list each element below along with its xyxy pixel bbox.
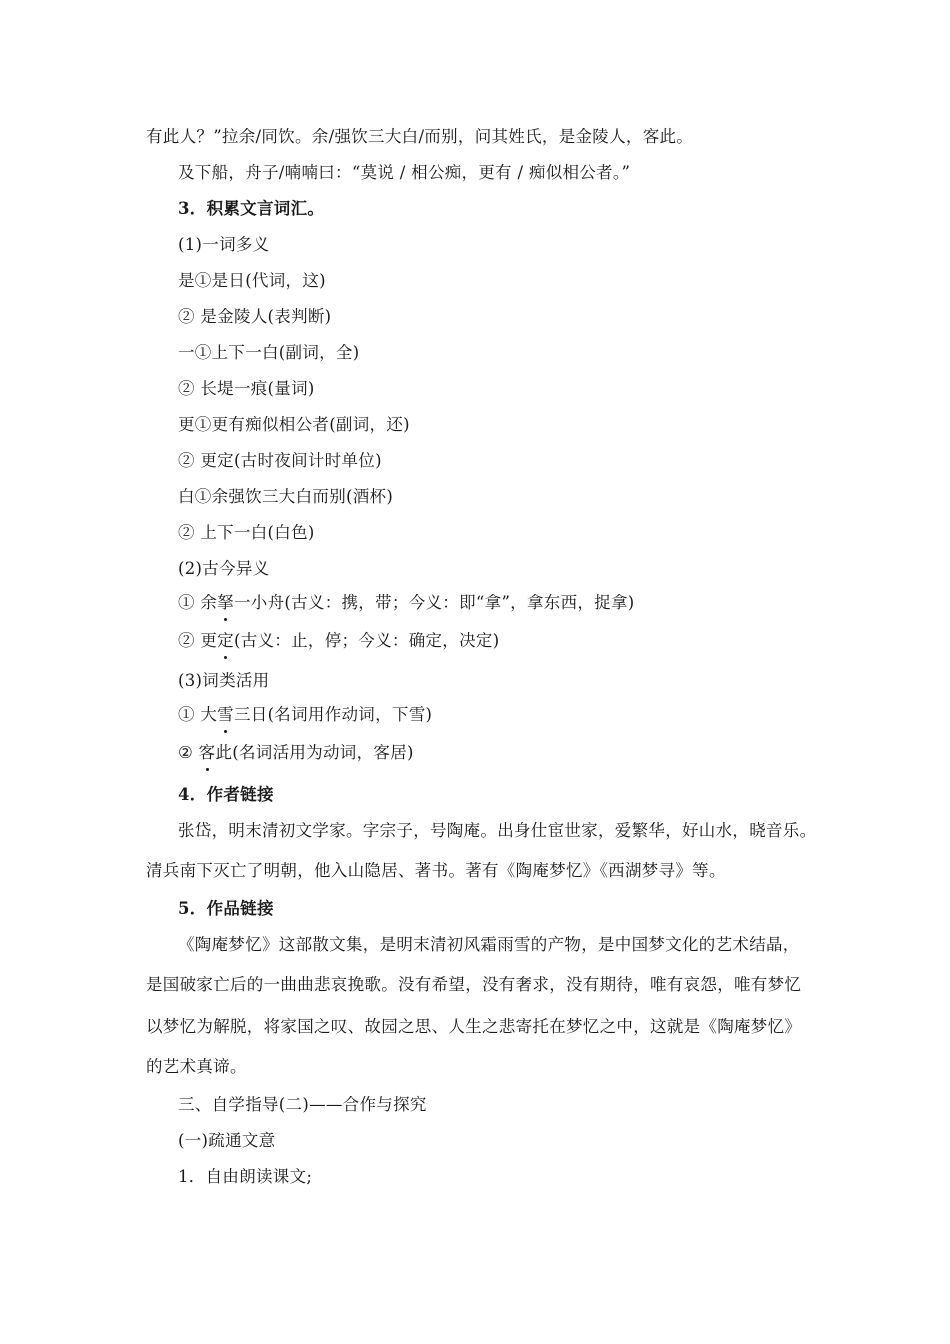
paragraph-line: 的艺术真谛。 xyxy=(146,1057,247,1076)
section-heading: 3．积累文言词汇。 xyxy=(178,199,325,218)
text-line xyxy=(178,704,432,726)
paragraph-line: 是国破家亡后的一曲曲悲哀挽歌。没有希望，没有奢求，没有期待，唯有哀怨，唯有梦忆 xyxy=(146,975,802,994)
subsection-heading: (一)疏通文意 xyxy=(178,1131,276,1150)
line-body: 三日(名词用作动词，下雪) xyxy=(233,705,433,724)
line-body: 一小舟(古义：携，带；今义：即“拿”，拿东西，捉拿) xyxy=(233,593,635,612)
text-line: ② 上下一白(白色) xyxy=(178,523,315,542)
section-heading: 4．作者链接 xyxy=(178,785,274,804)
line-body: (古义：止，停；今义：确定，决定) xyxy=(233,631,500,650)
text-line: 1．自由朗读课文; xyxy=(178,1167,313,1186)
text-line: 一①上下一白(副词，全) xyxy=(178,343,360,362)
text-line: 有此人？”拉余/同饮。余/强饮三大白/而别，问其姓氏，是金陵人，客此。 xyxy=(146,127,694,146)
line-prefix: ① 余 xyxy=(178,593,218,612)
paragraph-line: 清兵南下灭亡了明朝，他入山隐居、著书。著有《陶庵梦忆》《西湖梦寻》等。 xyxy=(146,861,726,880)
line-prefix: ② xyxy=(178,743,199,762)
text-line: 白①余强饮三大白而别(酒杯) xyxy=(178,487,394,506)
line-prefix: ① 大 xyxy=(178,705,218,724)
section-heading: 三、自学指导(二)——合作与探究 xyxy=(178,1095,427,1114)
paragraph-line: 《陶庵梦忆》这部散文集，是明末清初风霜雨雪的产物，是中国梦文化的艺术结晶， xyxy=(178,935,800,954)
emphasized-character: 定 xyxy=(217,631,234,650)
subsection-heading: (2)古今异义 xyxy=(178,559,270,578)
text-line: ② 更定(古时夜间计时单位) xyxy=(178,451,382,470)
text-line xyxy=(178,592,635,614)
text-line xyxy=(178,630,499,652)
paragraph-line: 以梦忆为解脱，将家国之叹、故园之思、人生之悲寄托在梦忆之中，这就是《陶庵梦忆》 xyxy=(146,1017,802,1036)
paragraph-line: 张岱，明末清初文学家。字宗子，号陶庵。出身仕宦世家，爱繁华，好山水，晓音乐。 xyxy=(178,821,817,840)
text-line: 是①是日(代词，这) xyxy=(178,271,326,290)
text-line: ② 是金陵人(表判断) xyxy=(178,307,332,326)
line-body: 此(名词活用为动词，客居) xyxy=(215,743,414,762)
text-line: 更①更有痴似相公者(副词，还) xyxy=(178,415,410,434)
text-line: ② 长堤一痕(量词) xyxy=(178,379,315,398)
section-heading: 5．作品链接 xyxy=(178,899,274,918)
text-line xyxy=(178,742,414,764)
emphasized-character: 雪 xyxy=(217,705,234,724)
subsection-heading: (3)词类活用 xyxy=(178,671,270,690)
line-prefix: ② 更 xyxy=(178,631,218,650)
subsection-heading: (1)一词多义 xyxy=(178,235,270,254)
emphasized-character: 客 xyxy=(198,743,216,762)
emphasized-character: 拏 xyxy=(217,593,234,612)
text-line: 及下船，舟子/喃喃曰：“莫说 / 相公痴，更有 / 痴似相公者。” xyxy=(178,163,631,182)
